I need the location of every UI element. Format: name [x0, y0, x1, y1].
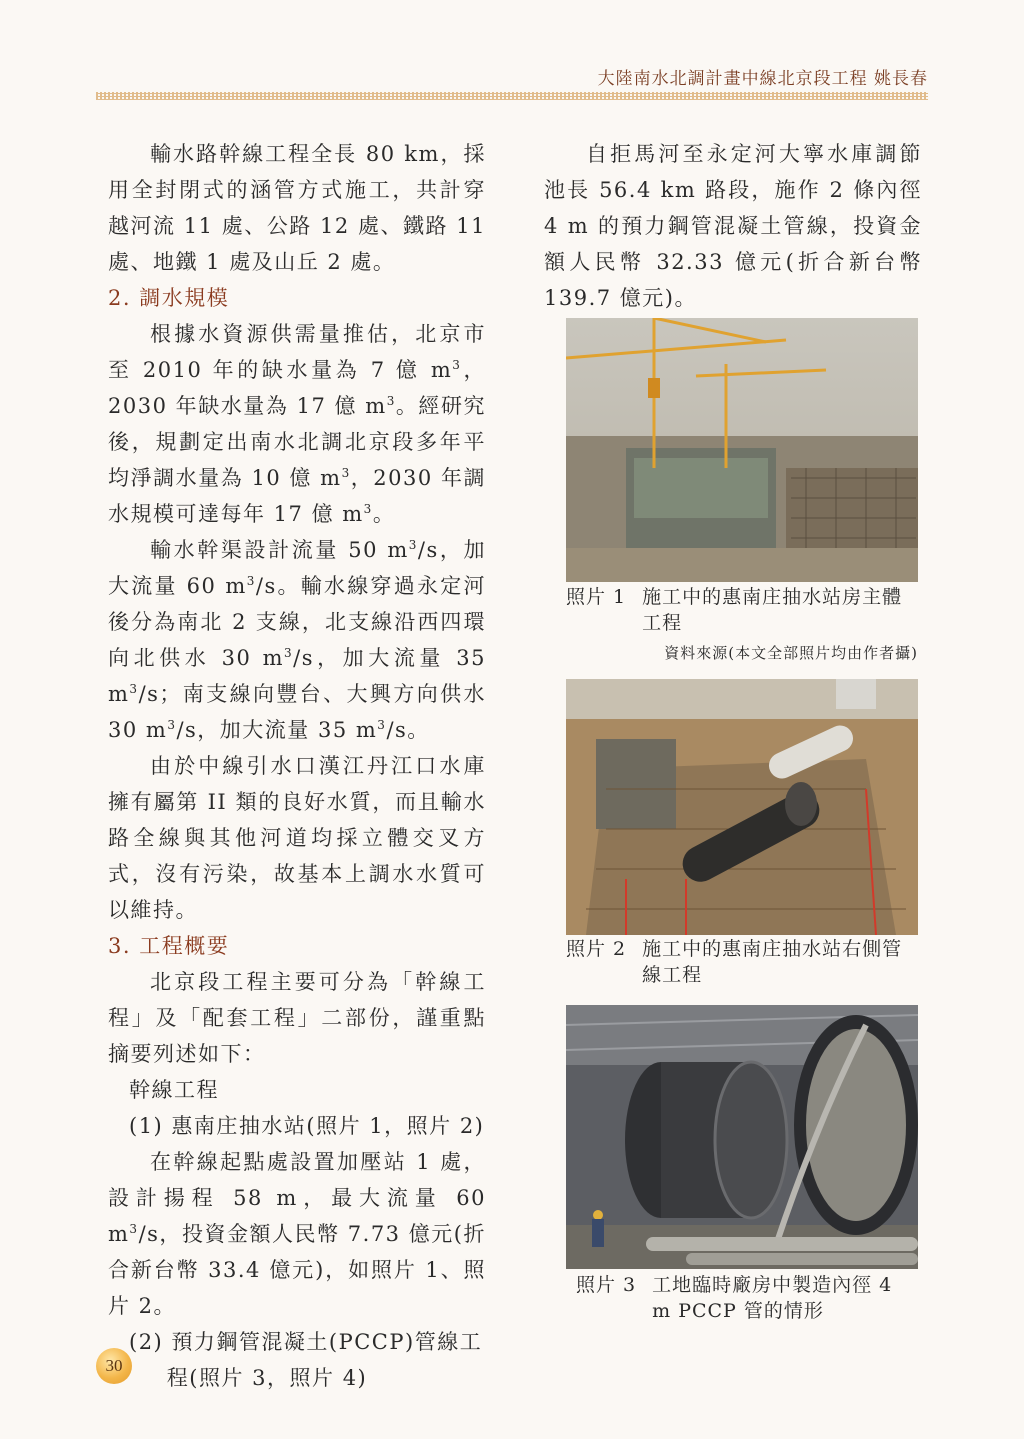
item-pccp-pipeline-cont: 程(照片 3，照片 4)	[166, 1366, 368, 1390]
photo-1-caption-text: 施工中的惠南庄抽水站房主體工程	[642, 586, 903, 634]
item-pumping-station: (1) 惠南庄抽水站(照片 1，照片 2)	[129, 1114, 485, 1138]
photo-2-label: 照片 2	[566, 938, 627, 960]
photo-2-caption-text: 施工中的惠南庄抽水站右側管線工程	[642, 938, 903, 986]
paragraph-pumping-station: 在幹線起點處設置加壓站 1 處，設計揚程 58 m，最大流量 60 $m^3/s$，投資金額人民幣 7.73 億元(折合新台幣 33.4 億元)，如照片 1、照片 2。	[108, 1150, 486, 1318]
photo-2	[566, 679, 918, 935]
photo-1-caption	[566, 584, 918, 666]
paragraph-overview: 北京段工程主要可分為「幹線工程」及「配套工程」二部份，謹重點摘要列述如下：	[108, 970, 486, 1066]
subheading-trunk-works: 幹線工程	[129, 1078, 219, 1102]
photo-3-caption-text: 工地臨時廠房中製造內徑 4 m PCCP 管的情形	[652, 1274, 893, 1322]
pccp-pipe-factory-image	[566, 1005, 918, 1269]
photo-3-label: 照片 3	[576, 1274, 637, 1296]
page-number: 30	[96, 1348, 132, 1384]
left-column	[108, 136, 486, 1396]
right-column	[544, 136, 922, 316]
pipeline-excavation-image	[566, 679, 918, 935]
photo-3	[566, 1005, 918, 1269]
paragraph-trunk-line: 輸水路幹線工程全長 80 km，採用全封閉式的涵管方式施工，共計穿越河流 11 處、公路 12 處、鐵路 11 處、地鐵 1 處及山丘 2 處。	[108, 142, 486, 274]
paragraph-design-flow: 輸水幹渠設計流量 50 $m^3/s$，加大流量 60 $m^3/s$。輸水線穿過永定河後分為南北 2 支線，北支線沿西四環向北供水 30 $m^3/s$，加大流量 35 $m^3/s$；南支線向豐台、大興方向供水 30 $m^3/s$，加大流量 35 $m^3/s$。	[108, 538, 486, 742]
section-heading-project-overview: 3. 工程概要	[108, 934, 230, 958]
decorative-header-rule	[96, 92, 928, 100]
item-pccp-pipeline: (2) 預力鋼管混凝土(PCCP)管線工	[129, 1330, 483, 1354]
paragraph-pipeline-segment: 自拒馬河至永定河大寧水庫調節池長 56.4 km 路段，施作 2 條內徑 4 m 的預力鋼管混凝土管線，投資金額人民幣 32.33 億元(折合新台幣 139.7 億元)。	[544, 142, 922, 310]
construction-cranes-image	[566, 318, 918, 582]
photo-1	[566, 318, 918, 582]
photo-2-caption	[566, 936, 918, 988]
running-title: 大陸南水北調計畫中線北京段工程 姚長春	[597, 69, 928, 89]
paragraph-water-demand: 根據水資源供需量推估，北京市至 2010 年的缺水量為 7 億 $m^3$，2030 年缺水量為 17 億 $m^3$。經研究後，規劃定出南水北調北京段多年平均淨調水量為 10 億 $m^3$，2030 年調水規模可達每年 17 億 $m^3$。	[108, 322, 487, 526]
paragraph-water-quality: 由於中線引水口漢江丹江口水庫擁有屬第 II 類的良好水質，而且輸水路全線與其他河道均採立體交叉方式，沒有污染，故基本上調水水質可以維持。	[108, 754, 486, 922]
photo-3-caption	[566, 1272, 918, 1324]
photo-source-note: 資料來源(本文全部照片均由作者攝)	[664, 644, 918, 662]
section-heading-transfer-scale: 2. 調水規模	[108, 286, 230, 310]
photo-1-label: 照片 1	[566, 586, 627, 608]
